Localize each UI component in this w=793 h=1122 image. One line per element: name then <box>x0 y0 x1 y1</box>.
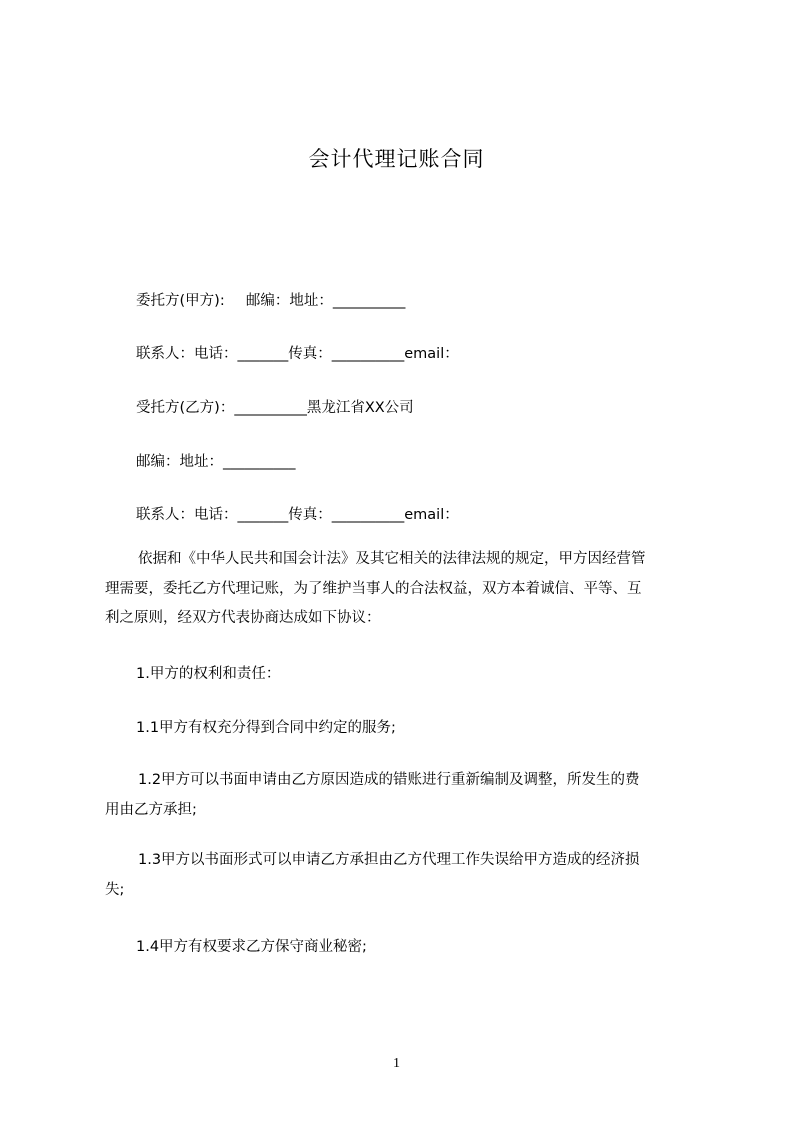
intro-line-2: 理需要，委托乙方代理记账，为了维护当事人的合法权益，双方本着诚信、平等、互 <box>105 580 642 597</box>
clause-1-1: 1.1甲方有权充分得到合同中约定的服务; <box>136 720 396 736</box>
clause-1-4: 1.4甲方有权要求乙方保守商业秘密; <box>136 939 367 955</box>
party-a-address: 邮编：地址：__________ <box>245 293 406 309</box>
clause-1-3-line-2: 失; <box>105 881 125 898</box>
page-number: 1 <box>393 1056 400 1071</box>
section-1-heading: 1.甲方的权利和责任： <box>136 666 281 682</box>
party-a-line <box>136 291 713 311</box>
party-b-address: 邮编：地址：__________ <box>136 454 296 470</box>
party-b-line: 受托方(乙方)：__________黑龙江省XX公司 <box>136 400 414 416</box>
party-b-contact: 联系人：电话：_______传真：__________email： <box>136 507 459 523</box>
intro-paragraph <box>105 545 703 634</box>
clause-1-2 <box>105 766 703 825</box>
party-a-label: 委托方(甲方): <box>136 293 225 309</box>
clause-1-3 <box>105 846 703 905</box>
clause-1-2-line-2: 用由乙方承担; <box>105 801 197 818</box>
party-a-contact: 联系人：电话：_______传真：__________email： <box>136 346 459 362</box>
clause-1-2-line-1: 1.2甲方可以书面申请由乙方原因造成的错账进行重新编制及调整，所发生的费 <box>138 772 640 788</box>
clause-1-3-line-1: 1.3甲方以书面形式可以申请乙方承担由乙方代理工作失误给甲方造成的经济损 <box>138 852 640 868</box>
intro-line-3: 利之原则，经双方代表协商达成如下协议： <box>105 610 381 626</box>
document-title: 会计代理记账合同 <box>308 147 485 171</box>
intro-line-1: 依据和《中华人民共和国会计法》及其它相关的法律法规的规定，甲方因经营管 <box>138 551 646 567</box>
